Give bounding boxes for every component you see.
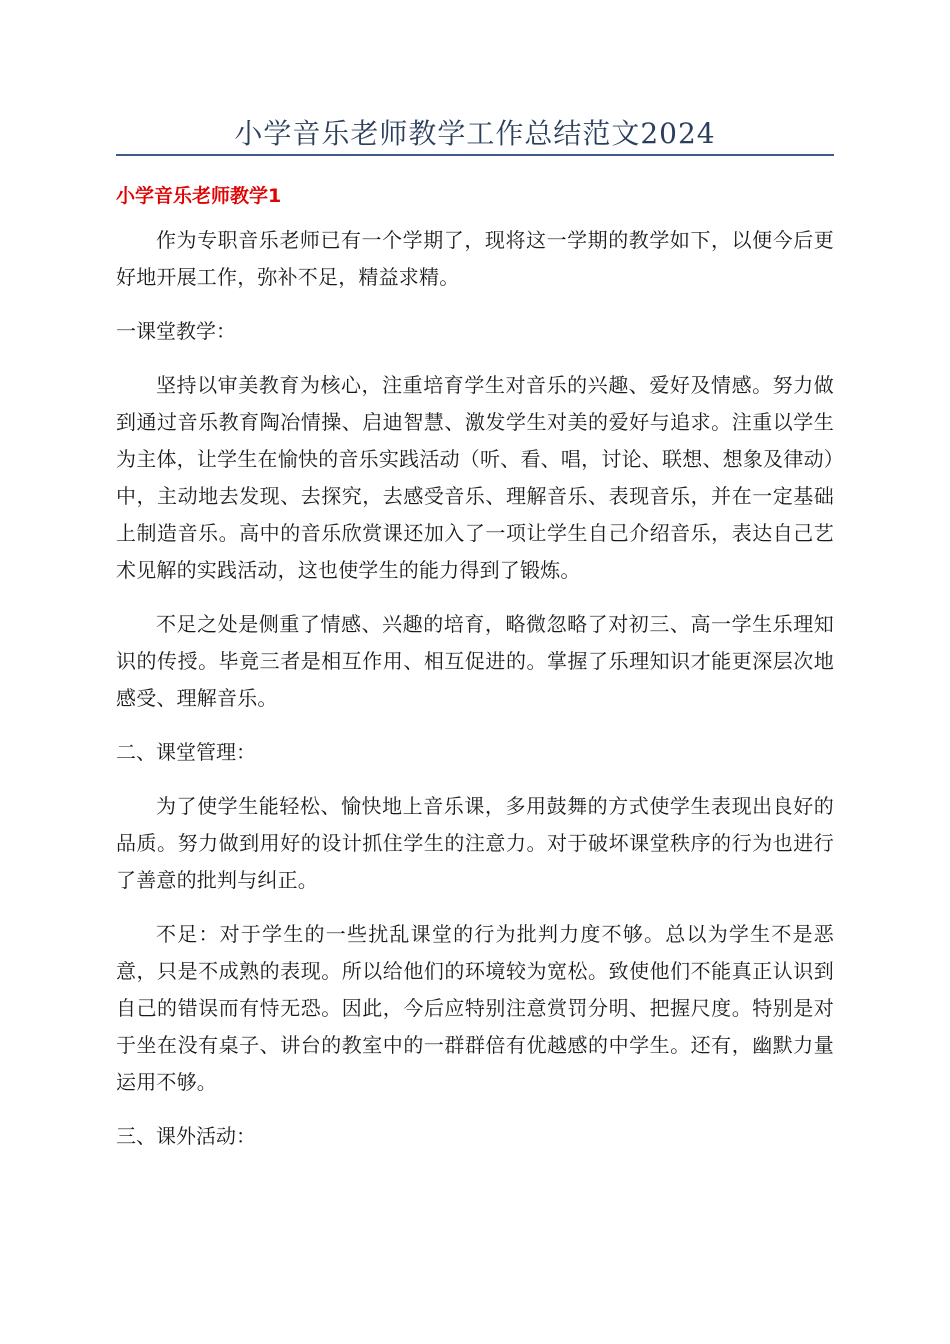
title-underline — [116, 154, 834, 156]
section-heading: 小学音乐老师教学1 — [116, 185, 282, 207]
document-page — [116, 108, 834, 1155]
label-classroom-teaching: 一课堂教学： — [116, 319, 236, 343]
document-title: 小学音乐老师教学工作总结范文2024 — [234, 117, 716, 150]
paragraph-teaching: 坚持以审美教育为核心，注重培育学生对音乐的兴趣、爱好及情感。努力做到通过音乐教育陶冶情操、启迪智慧、激发学生对美的爱好与追求。注重以学生为主体，让学生在愉快的音乐实践活动（听、看、唱，讨论、联想、想象及律动）中，主动地去发现、去探究，去感受音乐、理解音乐、表现音乐，并在一定基础上制造音乐。高中的音乐欣赏课还加入了一项让学生自己介绍音乐，表达自己艺术见解的实践活动，这也使学生的能力得到了锻炼。 — [116, 373, 834, 582]
paragraph-teaching-shortcomings: 不足之处是侧重了情感、兴趣的培育，略微忽略了对初三、高一学生乐理知识的传授。毕竟三者是相互作用、相互促进的。掌握了乐理知识才能更深层次地感受、理解音乐。 — [116, 612, 834, 710]
paragraph-management-shortcomings: 不足：对于学生的一些扰乱课堂的行为批判力度不够。总以为学生不是恶意，只是不成熟的表现。所以给他们的环境较为宽松。致使他们不能真正认识到自己的错误而有恃无恐。因此，今后应特别注意赏罚分明、把握尺度。特别是对于坐在没有桌子、讲台的教室中的一群群倍有优越感的中学生。还有，幽默力量运用不够。 — [116, 922, 834, 1094]
intro-paragraph: 作为专职音乐老师已有一个学期了，现将这一学期的教学如下，以便今后更好地开展工作，弥补不足，精益求精。 — [116, 228, 834, 289]
label-extracurricular: 三、课外活动： — [116, 1124, 256, 1148]
paragraph-management: 为了使学生能轻松、愉快地上音乐课，多用鼓舞的方式使学生表现出良好的品质。努力做到用好的设计抓住学生的注意力。对于破坏课堂秩序的行为也进行了善意的批判与纠正。 — [116, 794, 834, 892]
label-classroom-management: 二、课堂管理： — [116, 740, 256, 764]
